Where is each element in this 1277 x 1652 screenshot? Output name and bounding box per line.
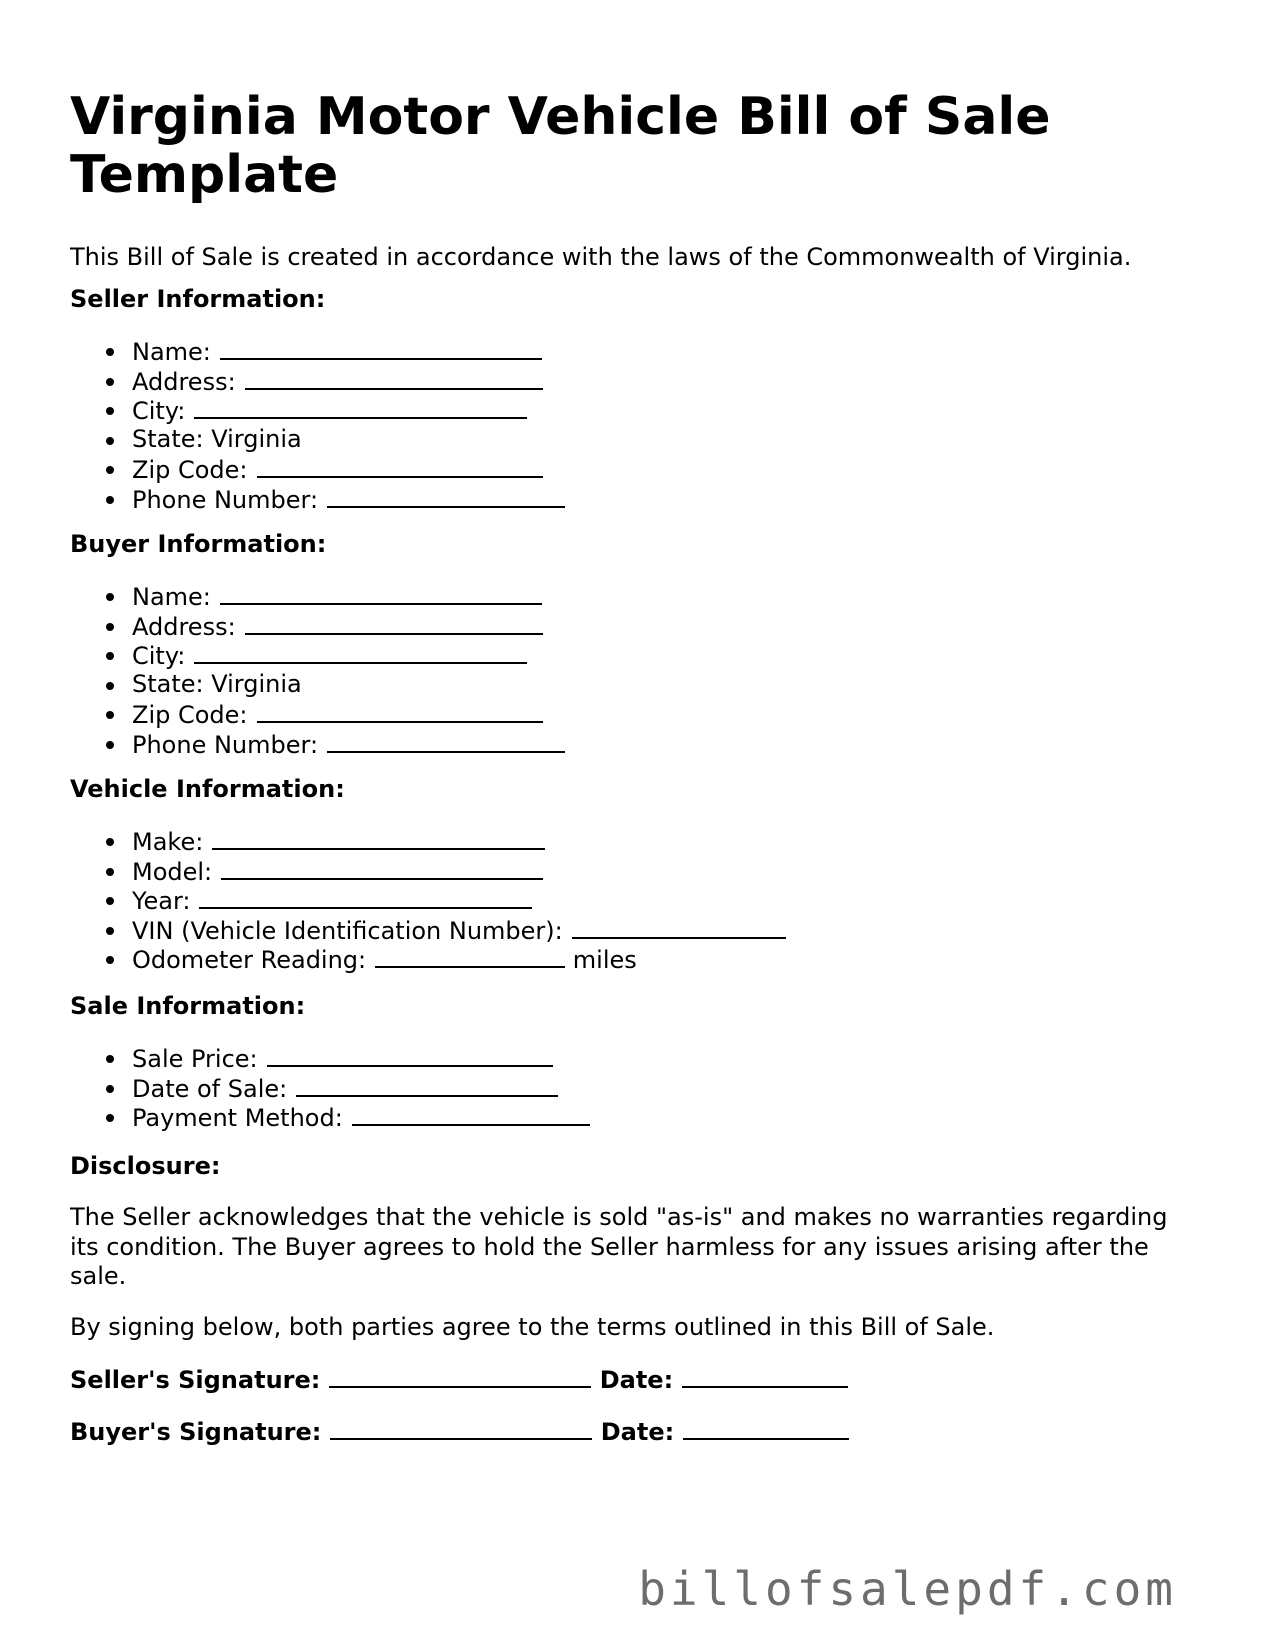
seller-zip-field — [70, 454, 565, 484]
disclosure-text: The Seller acknowledges that the vehicle is sold "as-is" and makes no warranties regarding its condition. The Buyer agrees to hold the Seller harmless for any issues arising after the sale. — [70, 1203, 1168, 1291]
field-label: State: Virginia — [132, 669, 302, 698]
buyer-date-blank[interactable] — [683, 1416, 849, 1440]
vehicle-model-field — [70, 856, 786, 886]
field-label: Phone Number: — [132, 485, 319, 514]
field-label: Model: — [132, 857, 213, 886]
bullet — [106, 593, 114, 601]
buyer-signature-blank[interactable] — [330, 1416, 592, 1440]
field-label: City: — [132, 642, 186, 671]
field-label: Phone Number: — [132, 730, 319, 759]
bullet — [106, 741, 114, 749]
buyer-zip-field — [70, 699, 565, 729]
field-label: Address: — [132, 612, 236, 641]
vehicle-odometer-field — [70, 944, 786, 974]
vehicle-odometer-blank[interactable] — [375, 944, 565, 968]
seller-address-blank[interactable] — [245, 366, 543, 390]
field-label: Year: — [132, 887, 191, 916]
buyer-fields — [70, 581, 565, 759]
bullet — [106, 927, 114, 935]
buyer-city-field — [70, 640, 565, 670]
odometer-unit: miles — [572, 946, 637, 975]
buyer-heading: Buyer Information: — [70, 530, 327, 558]
bullet — [106, 348, 114, 356]
watermark-text: billofsalepdf.com — [638, 1562, 1177, 1616]
buyer-name-blank[interactable] — [220, 581, 542, 605]
seller-name-blank[interactable] — [220, 336, 542, 360]
vehicle-heading: Vehicle Information: — [70, 775, 345, 803]
seller-state-field — [70, 425, 565, 455]
sale-price-field — [70, 1043, 590, 1073]
seller-date-label: Date: — [599, 1366, 674, 1394]
sale-payment-blank[interactable] — [352, 1102, 590, 1126]
bullet — [106, 838, 114, 846]
bullet — [106, 1114, 114, 1122]
seller-phone-field — [70, 484, 565, 514]
bullet — [106, 711, 114, 719]
field-label: Zip Code: — [132, 456, 248, 485]
seller-date-blank[interactable] — [682, 1364, 848, 1388]
bullet — [106, 868, 114, 876]
seller-heading: Seller Information: — [70, 285, 326, 313]
bullet — [106, 1085, 114, 1093]
vehicle-year-field — [70, 885, 786, 915]
buyer-address-field — [70, 611, 565, 641]
disclosure-heading: Disclosure: — [70, 1152, 221, 1180]
vehicle-make-field — [70, 826, 786, 856]
sale-date-blank[interactable] — [296, 1073, 558, 1097]
buyer-address-blank[interactable] — [245, 611, 543, 635]
seller-address-field — [70, 366, 565, 396]
vehicle-vin-blank[interactable] — [572, 915, 786, 939]
field-label: Date of Sale: — [132, 1074, 288, 1103]
field-label: State: Virginia — [132, 424, 302, 453]
buyer-city-blank[interactable] — [194, 640, 527, 664]
field-label: Payment Method: — [132, 1104, 343, 1133]
field-label: Zip Code: — [132, 701, 248, 730]
field-label: Address: — [132, 367, 236, 396]
bullet — [106, 466, 114, 474]
field-label: Odometer Reading: — [132, 946, 367, 975]
vehicle-fields — [70, 826, 786, 974]
buyer-date-label: Date: — [600, 1418, 675, 1446]
buyer-phone-blank[interactable] — [327, 729, 565, 753]
bullet — [106, 956, 114, 964]
seller-signature-label: Seller's Signature: — [70, 1366, 321, 1394]
agreement-text: By signing below, both parties agree to the terms outlined in this Bill of Sale. — [70, 1313, 995, 1341]
buyer-phone-field — [70, 729, 565, 759]
buyer-signature-label: Buyer's Signature: — [70, 1418, 322, 1446]
field-label: VIN (Vehicle Identification Number): — [132, 916, 563, 945]
sale-fields — [70, 1043, 590, 1132]
bullet — [106, 378, 114, 386]
buyer-signature-line — [70, 1416, 849, 1447]
vehicle-model-blank[interactable] — [221, 856, 543, 880]
vehicle-year-blank[interactable] — [199, 885, 532, 909]
buyer-name-field — [70, 581, 565, 611]
bullet — [106, 897, 114, 905]
buyer-zip-blank[interactable] — [257, 699, 543, 723]
sale-date-field — [70, 1073, 590, 1103]
sale-heading: Sale Information: — [70, 992, 306, 1020]
bullet — [106, 682, 114, 690]
bullet — [106, 437, 114, 445]
intro-text: This Bill of Sale is created in accordance with the laws of the Commonwealth of Virginia. — [70, 243, 1132, 271]
field-label: Make: — [132, 828, 204, 856]
seller-signature-blank[interactable] — [329, 1364, 591, 1388]
seller-phone-blank[interactable] — [327, 484, 565, 508]
bullet — [106, 407, 114, 415]
seller-name-field — [70, 336, 565, 366]
vehicle-make-blank[interactable] — [212, 826, 545, 850]
seller-signature-line — [70, 1364, 848, 1395]
field-label: City: — [132, 397, 186, 426]
sale-payment-field — [70, 1102, 590, 1132]
bullet — [106, 496, 114, 504]
seller-fields — [70, 336, 565, 514]
bullet — [106, 652, 114, 660]
bullet — [106, 623, 114, 631]
seller-city-blank[interactable] — [194, 395, 527, 419]
field-label: Sale Price: — [132, 1045, 258, 1073]
sale-price-blank[interactable] — [267, 1043, 553, 1067]
field-label: Name: — [132, 338, 211, 366]
seller-zip-blank[interactable] — [257, 454, 543, 478]
field-label: Name: — [132, 583, 211, 611]
bullet — [106, 1055, 114, 1063]
vehicle-vin-field — [70, 915, 786, 945]
buyer-state-field — [70, 670, 565, 700]
seller-city-field — [70, 395, 565, 425]
document-title: Virginia Motor Vehicle Bill of Sale Template — [70, 87, 1051, 205]
